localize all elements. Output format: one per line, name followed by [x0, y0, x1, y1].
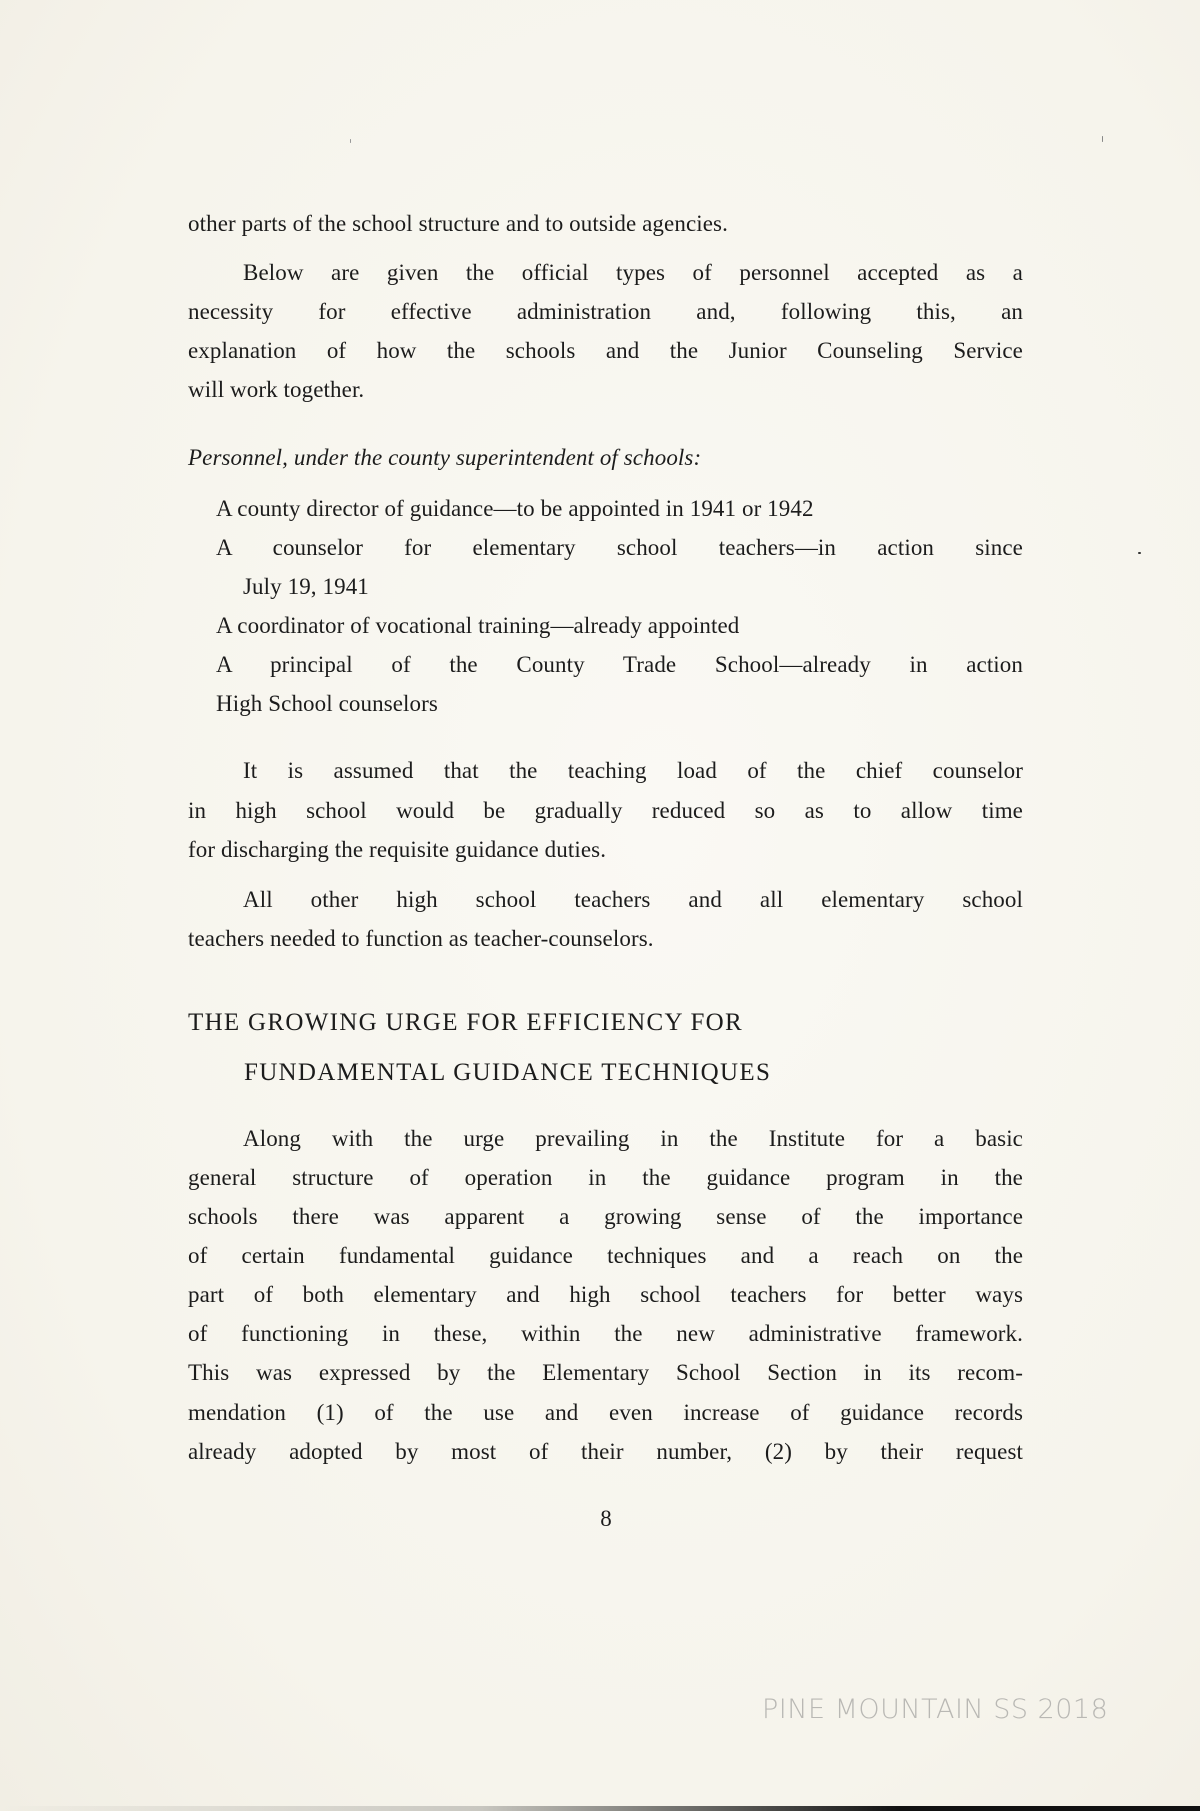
paragraph-line: teachers needed to function as teacher-counselors. — [188, 926, 654, 951]
paragraph-line: schools there was apparent a growing sense of the importance — [188, 1204, 1023, 1229]
paragraph-line: will work together. — [188, 377, 365, 402]
scan-speck — [350, 139, 351, 143]
paragraph-line: of functioning in these, within the new administrative framework. — [188, 1321, 1023, 1346]
paragraph-line: general structure of operation in the guidance program in the — [188, 1165, 1023, 1190]
paragraph-line: part of both elementary and high school teachers for better ways — [188, 1282, 1023, 1307]
personnel-list-item: High School counselors — [216, 691, 438, 716]
paragraph-continuation-line: other parts of the school structure and to outside agencies. — [188, 211, 728, 236]
paragraph-line: already adopted by most of their number, (2) by their request — [188, 1439, 1023, 1464]
section-heading-line-1: THE GROWING URGE FOR EFFICIENCY FOR — [188, 1009, 744, 1036]
paragraph-line: mendation (1) of the use and even increase of guidance records — [188, 1400, 1023, 1425]
paragraph-line: for discharging the requisite guidance duties. — [188, 837, 607, 862]
scan-speck — [1102, 136, 1103, 142]
paragraph-line: This was expressed by the Elementary School Section in its recom- — [188, 1360, 1023, 1385]
paragraph-line: of certain fundamental guidance techniques and a reach on the — [188, 1243, 1023, 1268]
scan-speck — [1138, 552, 1141, 554]
paragraph-line: explanation of how the schools and the Junior Counseling Service — [188, 338, 1023, 363]
personnel-heading: Personnel, under the county superintendent of schools: — [188, 445, 702, 470]
paragraph-line: All other high school teachers and all elementary school — [243, 887, 1023, 912]
personnel-list-item: A coordinator of vocational training—already appointed — [216, 613, 740, 638]
paragraph-line: Along with the urge prevailing in the Institute for a basic — [243, 1126, 1023, 1151]
watermark: PINE MOUNTAIN SS 2018 — [762, 1694, 1109, 1725]
paragraph-line: in high school would be gradually reduced so as to allow time — [188, 798, 1023, 823]
personnel-list-item-continuation: July 19, 1941 — [243, 574, 369, 599]
personnel-list-item: A counselor for elementary school teachers—in action since — [216, 535, 1023, 560]
scan-edge-shadow — [0, 1806, 1200, 1811]
personnel-list-item: A county director of guidance—to be appointed in 1941 or 1942 — [216, 496, 814, 521]
page-number: 8 — [600, 1506, 612, 1531]
paragraph-line: Below are given the official types of personnel accepted as a — [243, 260, 1023, 285]
section-heading-line-2: FUNDAMENTAL GUIDANCE TECHNIQUES — [244, 1059, 772, 1086]
paragraph-line: necessity for effective administration and, following this, an — [188, 299, 1023, 324]
paragraph-line: It is assumed that the teaching load of the chief counselor — [243, 758, 1023, 783]
personnel-list-item: A principal of the County Trade School—already in action — [216, 652, 1023, 677]
